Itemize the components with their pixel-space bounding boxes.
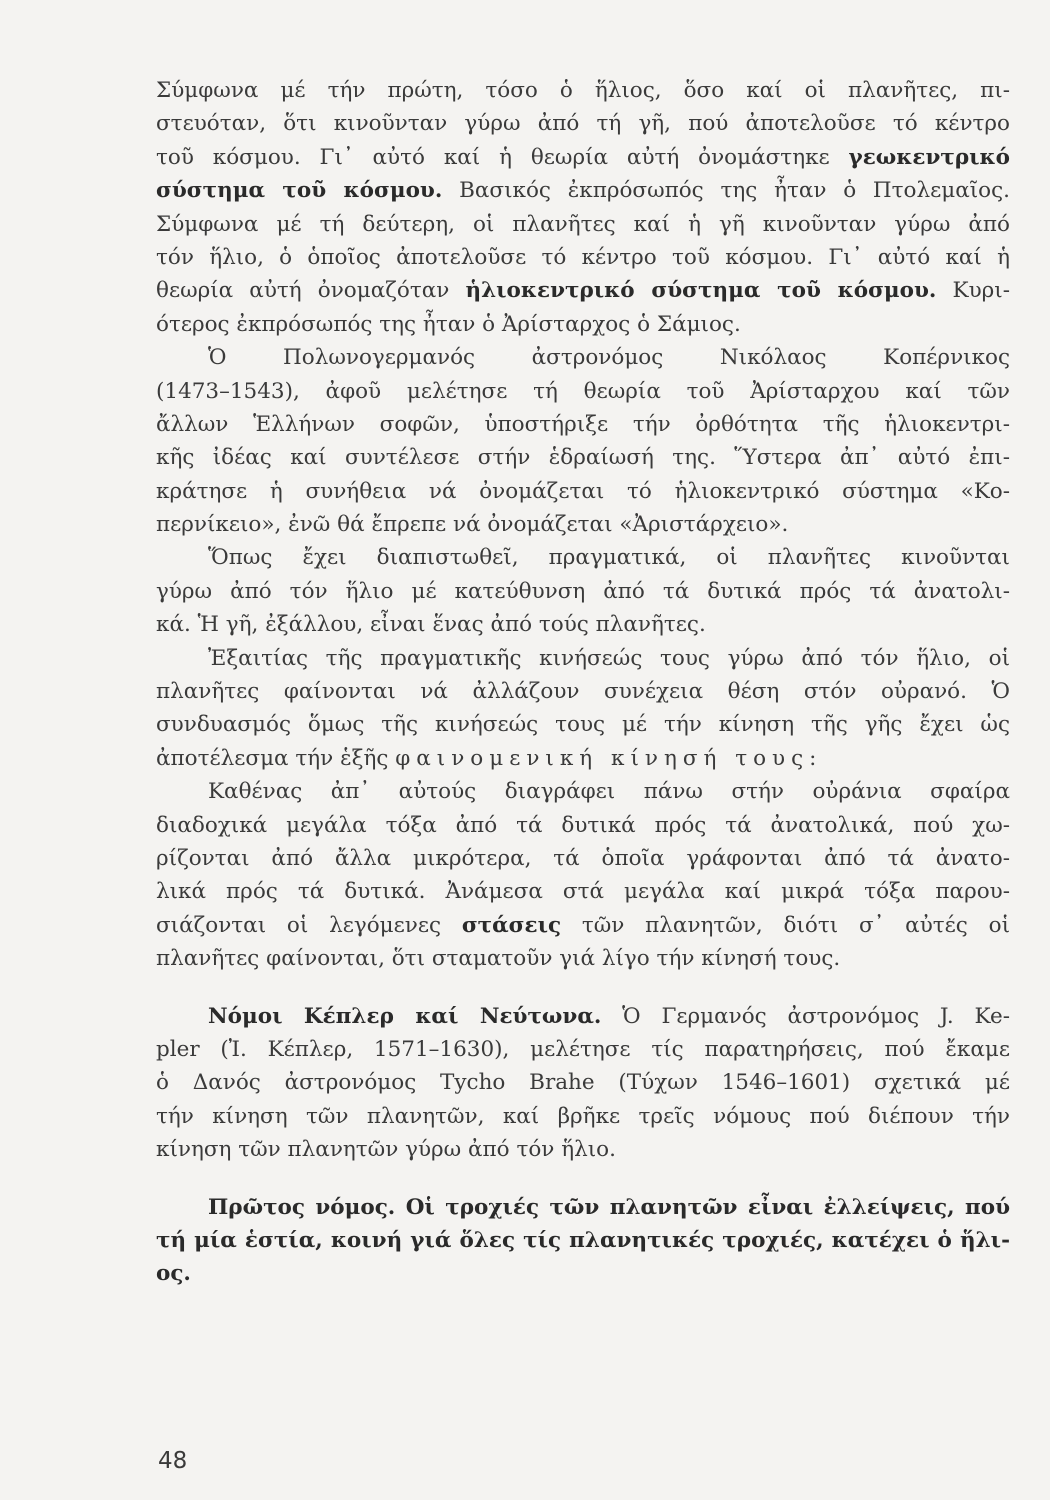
text-line bbox=[156, 909, 1010, 942]
text-line bbox=[156, 74, 1010, 107]
text-line bbox=[156, 675, 1010, 708]
text-line bbox=[156, 174, 1010, 207]
text-segment: Βασικός ἐκπρόσωπός της ἦταν ὁ Πτολεμαῖος. bbox=[442, 178, 1010, 204]
text-segment: (1473–1543), ἀφοῦ μελέτησε τή θεωρία τοῦ Ἀρίσταρχου καί τῶν bbox=[156, 378, 1010, 404]
paragraph-planet-motion bbox=[156, 541, 1010, 641]
text-segment: συνδυασμός ὅμως τῆς κινήσεώς τους μέ τήν κίνηση τῆς γῆς ἔχει ὡς bbox=[156, 712, 1010, 738]
text-segment: κά. Ἡ γῆ, ἐξάλλου, εἶναι ἕνας ἀπό τούς πλανῆτες. bbox=[156, 612, 706, 638]
text-line bbox=[156, 241, 1010, 274]
text-segment: ότερος ἐκπρόσωπός της ἦταν ὁ Ἀρίσταρχος ὁ Σάμιος. bbox=[156, 311, 741, 337]
text-line bbox=[156, 1133, 1010, 1166]
text-segment: Κυρι- bbox=[936, 278, 1010, 304]
text-line bbox=[156, 809, 1010, 842]
text-line bbox=[156, 1191, 1010, 1224]
text-segment: Ἐξαιτίας τῆς πραγματικῆς κινήσεώς τους γύρω ἀπό τόν ἥλιο, οἱ bbox=[208, 645, 1010, 671]
text-segment: θεωρία αὐτή ὀνομαζόταν bbox=[156, 278, 466, 304]
text-line bbox=[156, 608, 1010, 641]
paragraph-geocentric-heliocentric bbox=[156, 74, 1010, 341]
paragraph-kepler-newton bbox=[156, 1000, 1010, 1167]
text-line bbox=[156, 475, 1010, 508]
text-segment: κράτησε ἡ συνήθεια νά ὀνομάζεται τό ἡλιοκεντρικό σύστημα «Κο- bbox=[156, 478, 1010, 504]
bold-term: Νόμοι Κέπλερ καί Νεύτωνα. bbox=[208, 1003, 602, 1029]
text-line bbox=[156, 541, 1010, 574]
text-segment: πλανῆτες φαίνονται, ὅτι σταματοῦν γιά λίγο τήν κίνησή τους. bbox=[156, 946, 841, 972]
text-line bbox=[156, 1033, 1010, 1066]
paragraph-first-law bbox=[156, 1191, 1010, 1291]
text-segment: κῆς ἰδέας καί συντέλεσε στήν ἑδραίωσή της. Ὕστερα ἀπ᾽ αὐτό ἐπι- bbox=[156, 445, 1010, 471]
bold-term: ος. bbox=[156, 1261, 191, 1287]
text-segment: διαδοχικά μεγάλα τόξα ἀπό τά δυτικά πρός τά ἀνατολικά, πού χω- bbox=[156, 812, 1010, 838]
text-line bbox=[156, 775, 1010, 808]
text-line bbox=[156, 1100, 1010, 1133]
bold-term: τή μία ἑστία, κοινή γιά ὅλες τίς πλανητικές τροχιές, κατέχει ὁ ἥλι- bbox=[156, 1227, 1010, 1253]
paragraph-copernicus bbox=[156, 341, 1010, 541]
text-line bbox=[156, 274, 1010, 307]
text-segment: κίνηση τῶν πλανητῶν γύρω ἀπό τόν ἥλιο. bbox=[156, 1137, 616, 1163]
text-line bbox=[156, 575, 1010, 608]
text-line bbox=[156, 508, 1010, 541]
text-line bbox=[156, 842, 1010, 875]
bold-term: στάσεις bbox=[461, 912, 562, 938]
page-number: 48 bbox=[158, 1448, 188, 1474]
text-segment: τόν ἥλιο, ὁ ὁποῖος ἀποτελοῦσε τό κέντρο τοῦ κόσμου. Γι᾽ αὐτό καί ἡ bbox=[156, 244, 1010, 270]
page-body bbox=[156, 74, 1010, 1291]
paragraph-arcs-stations bbox=[156, 775, 1010, 975]
text-line bbox=[156, 942, 1010, 975]
text-segment: Ὅπως ἔχει διαπιστωθεῖ, πραγματικά, οἱ πλανῆτες κινοῦνται bbox=[208, 545, 1010, 571]
text-segment: τῶν πλανητῶν, διότι σ᾽ αὐτές οἱ bbox=[561, 912, 1010, 938]
text-segment: σιάζονται οἱ λεγόμενες bbox=[156, 912, 462, 938]
text-segment: ἀποτέλεσμα τήν ἑξῆς bbox=[156, 745, 396, 771]
text-segment: ἄλλων Ἑλλήνων σοφῶν, ὑποστήριξε τήν ὀρθότητα τῆς ἡλιοκεντρι- bbox=[156, 411, 1010, 437]
text-line bbox=[156, 107, 1010, 140]
text-segment: Σύμφωνα μέ τή δεύτερη, οἱ πλανῆτες καί ἡ γῆ κινοῦνταν γύρω ἀπό bbox=[156, 211, 1010, 237]
bold-term: σύστημα τοῦ κόσμου. bbox=[156, 178, 443, 204]
text-segment: γύρω ἀπό τόν ἥλιο μέ κατεύθυνση ἀπό τά δυτικά πρός τά ἀνατολι- bbox=[156, 578, 1010, 604]
text-line bbox=[156, 708, 1010, 741]
text-segment: τήν κίνηση τῶν πλανητῶν, καί βρῆκε τρεῖς νόμους πού διέπουν τήν bbox=[156, 1103, 1010, 1129]
text-segment: pler (Ἰ. Κέπλερ, 1571–1630), μελέτησε τίς παρατηρήσεις, πού ἔκαμε bbox=[156, 1036, 1010, 1062]
text-line bbox=[156, 208, 1010, 241]
text-segment: Σύμφωνα μέ τήν πρώτη, τόσο ὁ ἥλιος, ὅσο καί οἱ πλανῆτες, πι- bbox=[156, 78, 1010, 103]
bold-term: γεωκεντρικό bbox=[848, 144, 1010, 170]
text-segment: ρίζονται ἀπό ἄλλα μικρότερα, τά ὁποῖα γράφονται ἀπό τά ἀνατο- bbox=[156, 845, 1010, 871]
text-line bbox=[156, 1224, 1010, 1257]
text-line bbox=[156, 642, 1010, 675]
text-segment: περνίκειο», ἐνῶ θά ἔπρεπε νά ὀνομάζεται «Ἀριστάρχειο». bbox=[156, 512, 789, 538]
text-line bbox=[156, 875, 1010, 908]
text-line bbox=[156, 375, 1010, 408]
text-segment: Ὁ Γερμανός ἀστρονόμος J. Ke- bbox=[601, 1003, 1010, 1029]
text-line bbox=[156, 441, 1010, 474]
bold-term: ἡλιοκεντρικό σύστημα τοῦ κόσμου. bbox=[465, 278, 937, 304]
text-segment: τοῦ κόσμου. Γι᾽ αὐτό καί ἡ θεωρία αὐτή ὀνομάστηκε bbox=[156, 144, 849, 170]
text-line bbox=[156, 141, 1010, 174]
text-segment: Ὁ Πολωνογερμανός ἀστρονόμος Νικόλαος Κοπέρνικος bbox=[208, 345, 1010, 371]
text-segment: ὁ Δανός ἀστρονόμος Tycho Brahe (Τύχων 1546–1601) σχετικά μέ bbox=[156, 1070, 1010, 1096]
text-line bbox=[156, 341, 1010, 374]
spaced-term: φαινομενική κίνησή τους: bbox=[395, 745, 823, 771]
text-line bbox=[156, 308, 1010, 341]
text-segment: Καθένας ἀπ᾽ αὐτούς διαγράφει πάνω στήν οὐράνια σφαίρα bbox=[208, 779, 1010, 805]
text-line bbox=[156, 1066, 1010, 1099]
text-line bbox=[156, 408, 1010, 441]
text-line bbox=[156, 742, 1010, 775]
section-gap bbox=[156, 976, 1010, 1000]
bold-term: Πρῶτος νόμος. Οἱ τροχιές τῶν πλανητῶν εἶναι ἐλλείψεις, πού bbox=[208, 1194, 1010, 1220]
paragraph-apparent-motion bbox=[156, 642, 1010, 776]
text-segment: στευόταν, ὅτι κινοῦνταν γύρω ἀπό τή γῆ, πού ἀποτελοῦσε τό κέντρο bbox=[156, 111, 1010, 137]
text-segment: λικά πρός τά δυτικά. Ἀνάμεσα στά μεγάλα καί μικρά τόξα παρου- bbox=[156, 879, 1010, 905]
section-gap bbox=[156, 1167, 1010, 1191]
text-line bbox=[156, 1257, 1010, 1290]
text-line bbox=[156, 1000, 1010, 1033]
text-segment: πλανῆτες φαίνονται νά ἀλλάζουν συνέχεια θέση στόν οὐρανό. Ὁ bbox=[156, 679, 1010, 705]
